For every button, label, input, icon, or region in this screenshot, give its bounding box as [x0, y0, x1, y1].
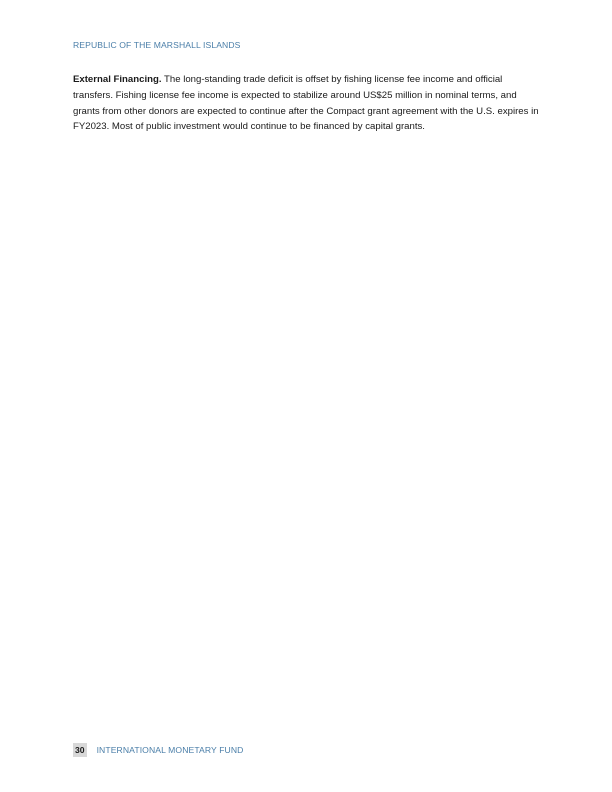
running-header: REPUBLIC OF THE MARSHALL ISLANDS	[73, 40, 241, 50]
page-footer	[73, 743, 243, 757]
paragraph-text: The long-standing trade deficit is offset by fishing license fee income and official transfers. Fishing license fee income is expected to stabilize around US$25 million in nominal terms, and grants from other donors are expected to continue after the Compact grant agreement with the U.S. expires in FY2023. Most of public investment would continue to be financed by capital grants.	[73, 74, 539, 133]
footer-organization: INTERNATIONAL MONETARY FUND	[96, 745, 244, 755]
page-number: 30	[75, 745, 85, 755]
external-financing-paragraph	[73, 72, 541, 135]
paragraph-lead-in: External Financing.	[73, 74, 162, 85]
